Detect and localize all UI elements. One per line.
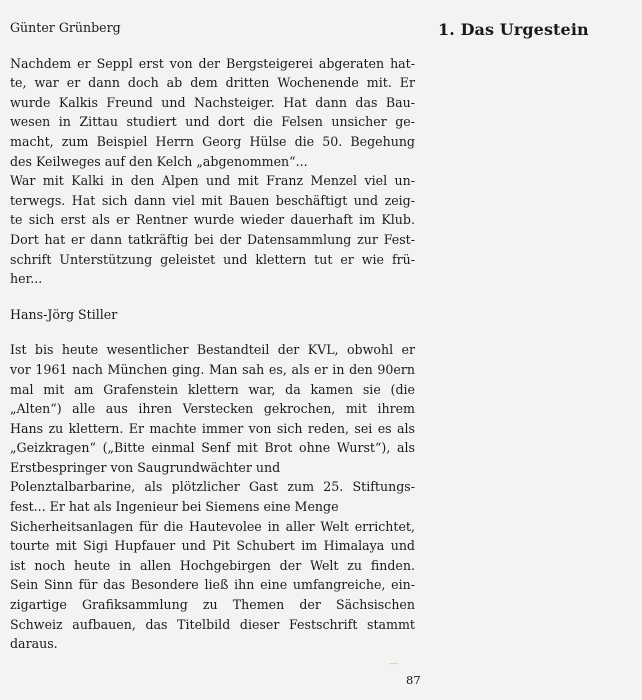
text-line: Hans zu klettern. Er machte immer von sich reden, sei es als [10, 420, 415, 436]
text-line: War mit Kalki in den Alpen und mit Franz Menzel viel un- [10, 173, 415, 189]
text-line: wurde Kalkis Freund und Nachsteiger. Hat dann das Bau- [10, 94, 415, 110]
section-author: Hans-Jörg Stiller [10, 306, 118, 322]
text-line: vor 1961 nach München ging. Man sah es, als er in den 90ern [10, 361, 415, 377]
text-line: Sicherheitsanlagen für die Hautevolee in aller Welt errichtet, [10, 518, 415, 534]
section-paragraph [10, 340, 415, 654]
text-line: te, war er dann doch ab dem dritten Wochenende mit. Er [10, 75, 415, 91]
section-paragraph [10, 54, 415, 289]
text-line: te sich erst als er Rentner wurde wieder dauerhaft im Klub. [10, 212, 415, 228]
chapter-heading: 1. Das Urgestein [438, 20, 589, 39]
text-line: Sein Sinn für das Besondere ließ ihn eine umfangreiche, ein- [10, 577, 415, 593]
text-line: Schweiz aufbauen, das Titelbild dieser Festschrift stammt [10, 616, 415, 632]
text-line: „Alten“) alle aus ihren Verstecken gekrochen, mit ihrem [10, 401, 415, 417]
text-line: ist noch heute in allen Hochgebirgen der Welt zu finden. [10, 557, 415, 573]
text-line: zigartige Grafiksammlung zu Themen der Sächsischen [10, 597, 415, 613]
text-line: schrift Unterstützung geleistet und klettern tut er wie frü- [10, 251, 415, 267]
text-line: macht, zum Beispiel Herrn Georg Hülse die 50. Begehung [10, 133, 415, 149]
text-line: fest... Er hat als Ingenieur bei Siemens eine Menge [10, 499, 339, 515]
text-line: „Geizkragen“ („Bitte einmal Senf mit Brot ohne Wurst“), als [10, 440, 415, 456]
text-line: Ist bis heute wesentlicher Bestandteil der KVL, obwohl er [10, 342, 415, 358]
text-line: Polenztalbarbarine, als plötzlicher Gast zum 25. Stiftungs- [10, 479, 415, 495]
text-line: Erstbespringer von Saugrundwächter und [10, 459, 281, 475]
text-line: her... [10, 271, 43, 287]
text-line: daraus. [10, 636, 58, 652]
text-line: des Keilweges auf den Kelch „abgenommen“... [10, 153, 308, 169]
text-line: mal mit am Grafenstein klettern war, da kamen sie (die [10, 381, 415, 397]
section-author: Günter Grünberg [10, 20, 121, 35]
text-column [10, 18, 415, 654]
text-line: Nachdem er Seppl erst von der Bergsteigerei abgeraten hat- [10, 55, 415, 71]
page-number: 87 [406, 673, 421, 687]
scan-mark [388, 663, 400, 669]
text-line: terwegs. Hat sich dann viel mit Bauen beschäftigt und zeig- [10, 192, 415, 208]
text-line: tourte mit Sigi Hupfauer und Pit Schubert im Himalaya und [10, 538, 415, 554]
text-line: Dort hat er dann tatkräftig bei der Datensammlung zur Fest- [10, 231, 415, 247]
text-line: wesen in Zittau studiert und dort die Felsen unsicher ge- [10, 114, 415, 130]
